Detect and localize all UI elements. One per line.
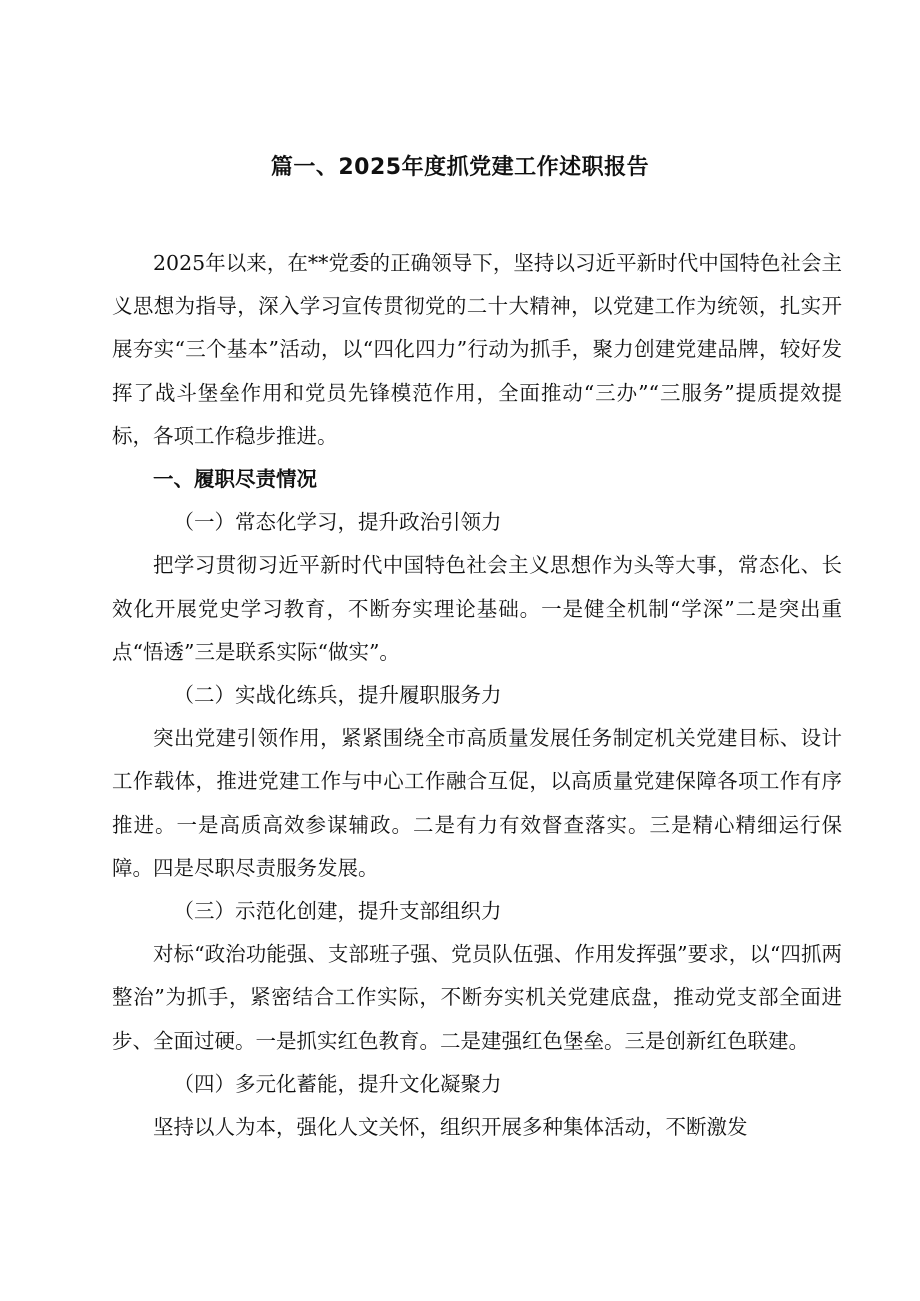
subsection-heading-4: （四）多元化蓄能，提升文化凝聚力 bbox=[173, 1071, 502, 1096]
subsection-heading-3: （三）示范化创建，提升支部组织力 bbox=[173, 899, 502, 924]
subsection-paragraph-4: 坚持以人为本，强化人文关怀，组织开展多种集体活动，不断激发 bbox=[153, 1115, 748, 1140]
subsection-paragraph-2: 突出党建引领作用，紧紧围绕全市高质量发展任务制定机关党建目标、设计工作载体，推进党建工作与中心工作融合互促，以高质量党建保障各项工作有序推进。一是高质高效参谋辅政。二是有力有效督查落实。三是精心精细运行保障。四是尽职尽责服务发展。 bbox=[112, 726, 842, 880]
document-body bbox=[112, 242, 842, 1149]
subsection-paragraph-3: 对标“政治功能强、支部班子强、党员队伍强、作用发挥强”要求，以“四抓两整治”为抓手，紧密结合工作实际，不断夯实机关党建底盘，推动党支部全面进步、全面过硬。一是抓实红色教育。二是建强红色堡垒。三是创新红色联建。 bbox=[112, 942, 842, 1053]
intro-paragraph: 2025年以来，在**党委的正确领导下，坚持以习近平新时代中国特色社会主义思想为指导，深入学习宣传贯彻党的二十大精神，以党建工作为统领，扎实开展夯实“三个基本”活动，以“四化四力”行动为抓手，聚力创建党建品牌，较好发挥了战斗堡垒作用和党员先锋模范作用，全面推动“三办”“三服务”提质提效提标，各项工作稳步推进。 bbox=[112, 251, 842, 448]
subsection-paragraph-1: 把学习贯彻习近平新时代中国特色社会主义思想作为头等大事，常态化、长效化开展党史学习教育，不断夯实理论基础。一是健全机制“学深”二是突出重点“悟透”三是联系实际“做实”。 bbox=[112, 553, 842, 664]
section-heading-duty: 一、履职尽责情况 bbox=[153, 467, 317, 492]
subsection-heading-2: （二）实战化练兵，提升履职服务力 bbox=[173, 683, 502, 708]
subsection-heading-1: （一）常态化学习，提升政治引领力 bbox=[173, 510, 502, 535]
document-title: 篇一、2025年度抓党建工作述职报告 bbox=[270, 155, 650, 180]
